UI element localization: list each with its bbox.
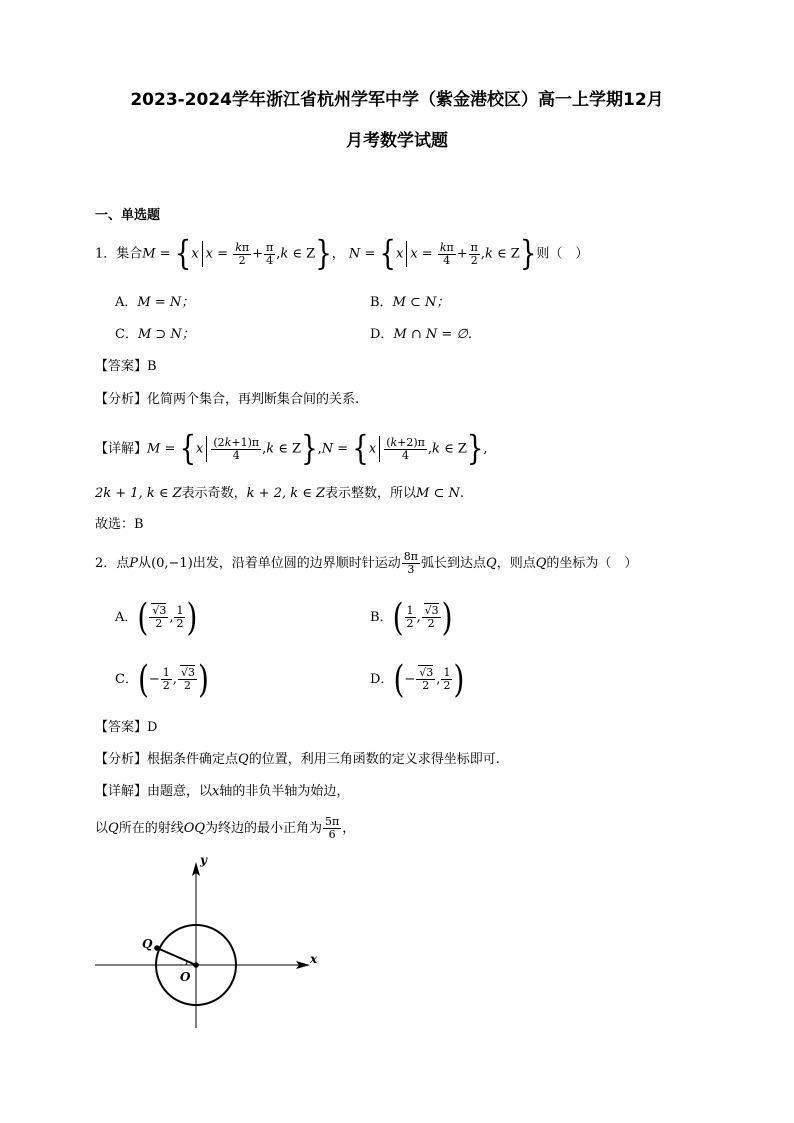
q1-option-c[interactable]: C．M ⊃ N； — [115, 327, 195, 342]
unit-circle-figure — [90, 850, 330, 1030]
q1-choice: 故选：B — [95, 517, 144, 532]
q1-number: 1． — [95, 246, 117, 262]
q2-option-d[interactable]: D．(− $\frac{√3}{2}$ , $\frac{1}{2}$ ) — [370, 656, 465, 702]
ray-oq — [157, 948, 196, 965]
page-subtitle: 月考数学试题 — [346, 131, 448, 151]
q1-detail-2: 2k + 1, k ∈ Z表示奇数，k + 2, k ∈ Z表示整数，所以M ⊂ N. — [95, 486, 465, 501]
q1-detail-1: 【详解】M = {x $\frac{(2k+1)\pi}{4}$ ,k ∈ Z},N = {x $\frac{(k+2)\pi}{4}$ ,k ∈ Z}, — [95, 429, 488, 469]
origin-point — [193, 962, 199, 968]
q1-answer: 【答案】B — [95, 359, 157, 374]
q1-option-a[interactable]: A．M = N； — [115, 295, 195, 310]
q2-detail-1: 【详解】由题意，以x轴的非负半轴为始边， — [95, 784, 350, 799]
q1-tail: 则（ ） — [536, 246, 589, 262]
q2-analysis: 【分析】根据条件确定点Q的位置，利用三角函数的定义求得坐标即可. — [95, 752, 500, 767]
label-q: Q — [142, 937, 153, 951]
q1-option-d[interactable]: D．M ∩ N = ∅． — [370, 327, 481, 342]
q1-analysis: 【分析】化简两个集合，再判断集合间的关系. — [95, 392, 360, 407]
q2-stem: 2．点P从(0,−1)出发，沿着单位圆的边界顺时针运动 $\frac{8\pi}{3}$ 弧长到达点Q，则点Q的坐标为（ ） — [95, 550, 638, 576]
q2-option-c[interactable]: C．(− $\frac{1}{2}$ , $\frac{√3}{2}$ ) — [115, 656, 209, 702]
q2-option-b[interactable]: B．( $\frac{1}{2}$ , $\frac{√3}{2}$ ) — [370, 594, 453, 640]
label-y: y — [200, 853, 207, 867]
label-x: x — [310, 952, 318, 966]
q1-stem: 1．集合M = {x x = $\frac{k\pi}{2}$ + $\frac{\pi}{4}$ ,k ∈ Z}， N = {x x = $\frac{k\pi}{4}$ + $\frac{\pi}{2}$ ,k ∈ Z}则（ ） — [95, 234, 589, 274]
q1-option-b[interactable]: B．M ⊂ N； — [370, 295, 450, 310]
point-q — [154, 945, 160, 951]
label-o: O — [180, 970, 191, 984]
q2-detail-2: 以Q所在的射线OQ为终边的最小正角为 $\frac{5\pi}{6}$ ， — [95, 815, 356, 841]
q1-lead: 集合 — [116, 246, 143, 262]
section-heading: 一、单选题 — [95, 208, 161, 223]
q2-option-a[interactable]: A．( $\frac{√3}{2}$ , $\frac{1}{2}$ ) — [115, 594, 198, 640]
q2-answer: 【答案】D — [95, 720, 158, 735]
page-title: 2023-2024学年浙江省杭州学军中学（紫金港校区）高一上学期12月 — [130, 90, 664, 110]
